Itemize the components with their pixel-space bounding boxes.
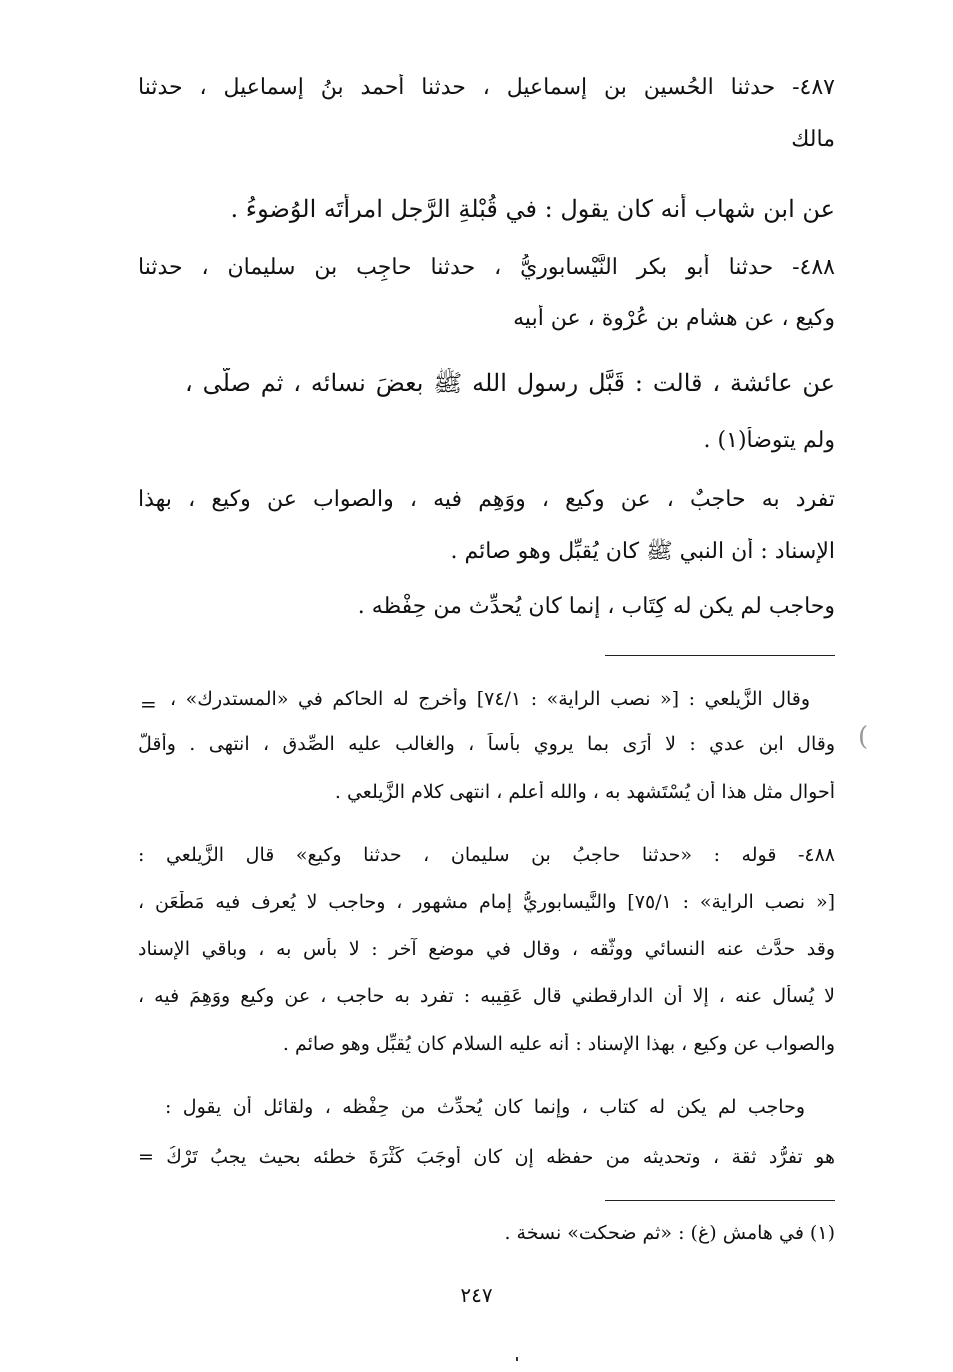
commentary-line: والصواب عن وكيع ، بهذا الإسناد : أنه عليه السلام كان يُقبِّل وهو صائم . [282,1033,835,1055]
commentary-line: ٤٨٨- قوله : «حدثنا حاجبُ بن سليمان ، حدثنا وكيع» قال الزَّيلعي : [138,844,835,866]
commentary-line: [« نصب الراية» : ٧٥/١] والنَّيسابوريُّ إمام مشهور ، وحاجب لا يُعرف فيه مَطْعَن ، [138,891,835,913]
main-line: ٤٨٨- حدثنا أبو بكر النَّيْسابوريُّ ، حدثنا حاجِب بن سليمان ، حدثنا [138,255,835,280]
main-line: ٤٨٧- حدثنا الحُسين بن إسماعيل ، حدثنا أحمد بنُ إسماعيل ، حدثنا [138,75,835,100]
footnote: (١) في هامش (غ) : «ثم ضحكت» نسخة . [504,1222,835,1244]
main-line: ولم يتوضأ(١) . [703,428,835,453]
main-line: مالك [791,127,835,152]
main-line: تفرد به حاجبٌ ، عن وكيع ، ووَهِم فيه ، والصواب عن وكيع ، بهذا [138,487,835,512]
commentary-line: أحوال مثل هذا أن يُسْتَشهد به ، والله أعلم ، انتهى كلام الزَّيلعي . [334,781,835,803]
page-number: ٢٤٧ [460,1283,493,1307]
footnote-rule [605,1200,835,1201]
commentary-line: وقال الزَّيلعي : [« نصب الراية» : ٧٤/١] وأخرج له الحاكم في «المستدرك» ، [170,688,810,710]
scan-mark [516,1357,518,1361]
main-line: عن ابن شهاب أنه كان يقول : في قُبْلةِ الرَّجل امرأتَه الوُضوءُ . [230,195,835,223]
commentary-line: وحاجب لم يكن له كتاب ، وإنما كان يُحدِّث من حِفْظه ، ولقائل أن يقول : [165,1096,805,1118]
main-line: وحاجب لم يكن له كِتَاب ، إنما كان يُحدِّث من حِفْظه . [357,594,835,619]
main-line: وكيع ، عن هشام بن عُرْوة ، عن أبيه [513,306,835,331]
commentary-line: وقد حدَّث عنه النسائي ووثَّقه ، وقال في موضع آخر : لا بأس به ، وباقي الإسناد [138,938,835,960]
commentary-line: لا يُسأل عنه ، إلا أن الدارقطني قال عَقِيبه : تفرد به حاجب ، عن وكيع ووَهِمَ فيه ، [138,985,835,1007]
separator-rule [605,655,835,656]
main-line: الإسناد : أن النبي ﷺ كان يُقبِّل وهو صائم . [450,539,835,564]
margin-parenthesis: ( [858,722,869,752]
continuation-mark: = [140,692,157,716]
commentary-line: وقال ابن عدي : لا أرَى بما يروي بأساً ، والغالب عليه الصِّدق ، انتهى . وأقلُّ [138,733,835,755]
main-line: عن عائشة ، قالت : قَبَّل رسول الله ﷺ بعضَ نسائه ، ثم صلَّى ، [185,369,835,397]
commentary-line: هو تفرُّد ثقة ، وتحديثه من حفظه إن كان أوجَبَ كَثْرَةَ خطئه بحيث يجبُ تَرْكُ = [138,1146,835,1168]
